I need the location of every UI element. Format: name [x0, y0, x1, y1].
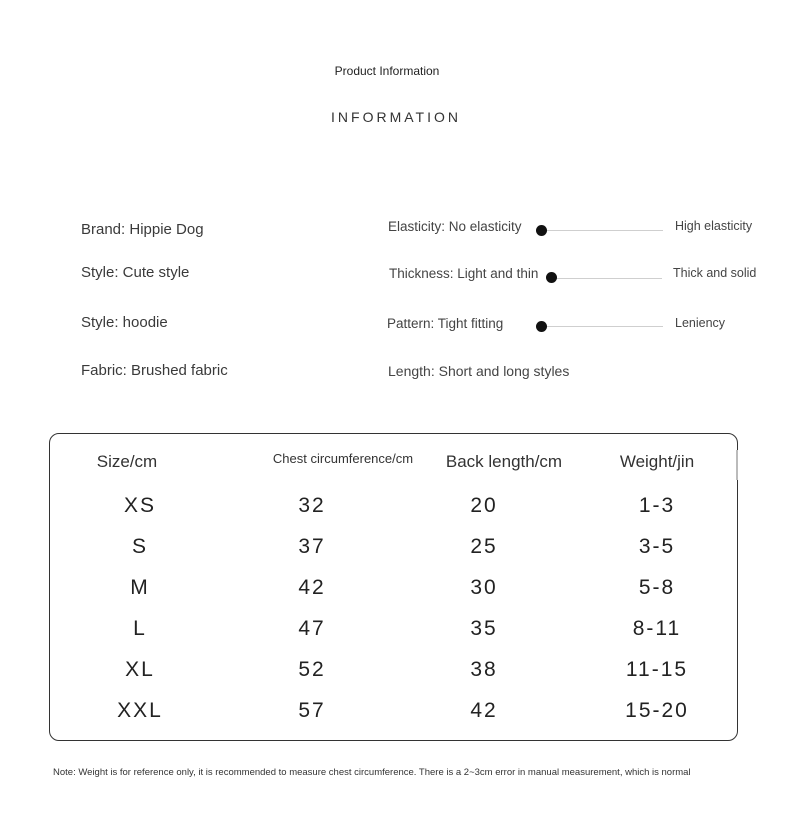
attribute-brand: Brand: Hippie Dog — [81, 221, 204, 238]
header-chest: Chest circumference/cm — [272, 451, 414, 466]
table-cell-weight: 5-8 — [638, 576, 676, 599]
table-cell-weight: 3-5 — [638, 535, 676, 558]
table-cell-back-length: 42 — [470, 699, 498, 722]
table-cell-back-length: 25 — [470, 535, 498, 558]
header-size: Size/cm — [96, 452, 158, 471]
table-cell-weight: 1-3 — [638, 494, 676, 517]
table-cell-size: XXL — [117, 699, 163, 722]
table-cell-chest: 32 — [298, 494, 326, 517]
scale-pattern-track — [536, 326, 663, 327]
table-cell-size: L — [133, 617, 147, 640]
scale-pattern-end-label: Leniency — [675, 316, 726, 330]
table-cell-chest: 42 — [298, 576, 326, 599]
table-cell-back-length: 38 — [470, 658, 498, 681]
table-cell-back-length: 35 — [470, 617, 498, 640]
scale-thickness-track — [547, 278, 662, 279]
measurement-note: Note: Weight is for reference only, it is recommended to measure chest circumference. There is a 2~3cm error in manual measurement, which is normal — [53, 767, 691, 778]
header-back-length: Back length/cm — [445, 452, 563, 471]
table-cell-size: XL — [125, 658, 155, 681]
table-cell-weight: 15-20 — [625, 699, 689, 722]
scale-thickness-label: Thickness: Light and thin — [389, 266, 539, 281]
attribute-fabric: Fabric: Brushed fabric — [81, 362, 228, 379]
section-subtitle: Product Information — [334, 64, 440, 78]
table-cell-size: S — [131, 535, 148, 558]
table-cell-back-length: 30 — [470, 576, 498, 599]
scale-elasticity-label: Elasticity: No elasticity — [388, 219, 522, 234]
table-cell-back-length: 20 — [470, 494, 498, 517]
length-label: Length: Short and long styles — [388, 363, 570, 379]
table-edge-mark — [736, 450, 738, 480]
scale-elasticity-knob — [536, 225, 547, 236]
scale-thickness-knob — [546, 272, 557, 283]
table-cell-chest: 47 — [298, 617, 326, 640]
table-cell-weight: 11-15 — [625, 658, 689, 681]
table-cell-size: M — [130, 576, 150, 599]
table-cell-chest: 37 — [298, 535, 326, 558]
table-cell-size: XS — [123, 494, 156, 517]
scale-elasticity-end-label: High elasticity — [675, 219, 753, 233]
attribute-style-hoodie: Style: hoodie — [81, 314, 168, 331]
table-cell-chest: 52 — [298, 658, 326, 681]
table-cell-chest: 57 — [298, 699, 326, 722]
header-weight: Weight/jin — [619, 452, 695, 471]
attribute-style-cute: Style: Cute style — [81, 264, 190, 281]
scale-thickness-end-label: Thick and solid — [673, 266, 757, 280]
scale-elasticity-track — [536, 230, 663, 231]
section-title: INFORMATION — [331, 109, 461, 125]
scale-pattern-knob — [536, 321, 547, 332]
table-cell-weight: 8-11 — [632, 617, 682, 640]
scale-pattern-label: Pattern: Tight fitting — [387, 316, 504, 331]
